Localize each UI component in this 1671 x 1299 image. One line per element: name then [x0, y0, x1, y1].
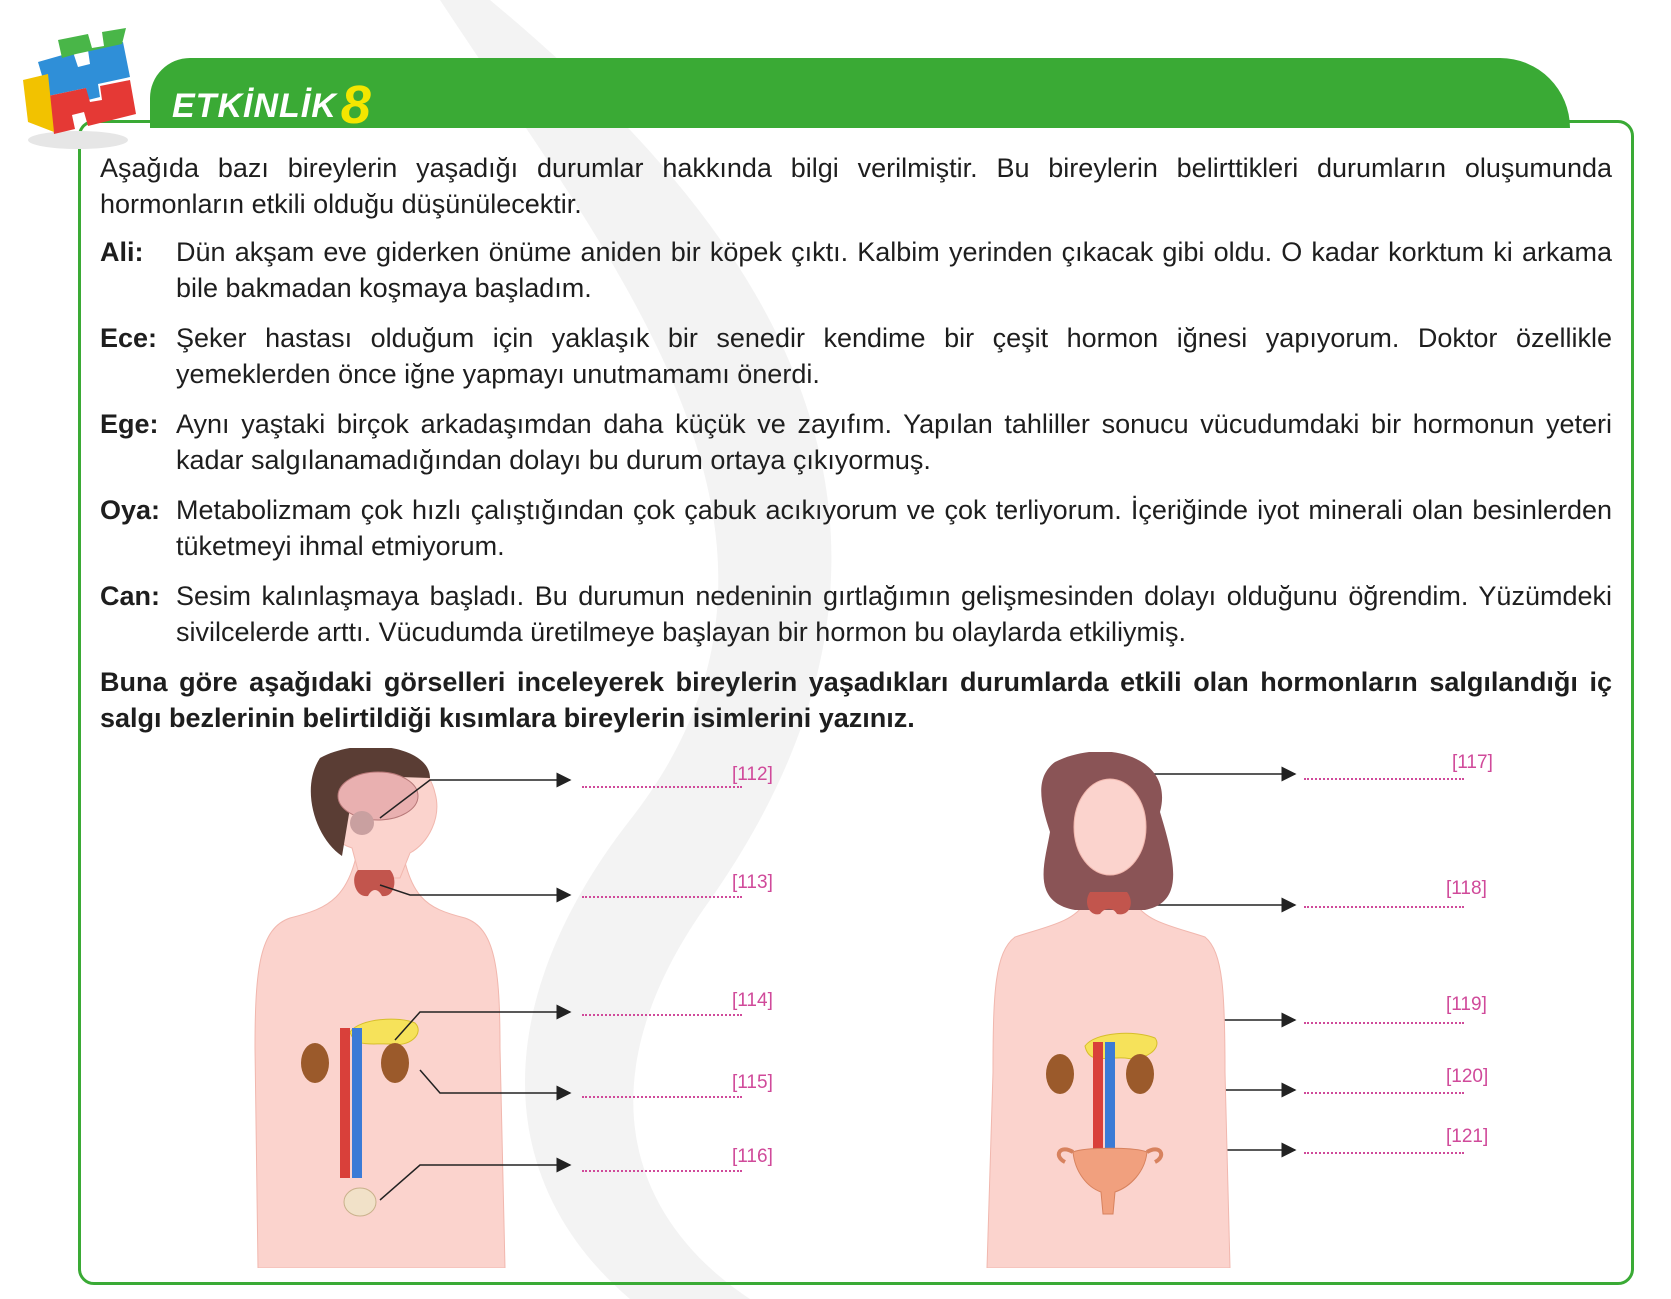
entry-name: Can:	[100, 581, 160, 611]
entry-can	[100, 578, 1612, 650]
entry-text: Sesim kalınlaşmaya başladı. Bu durumun nedeninin gırtlağımın gelişmesinden dolayı olduğunu öğrendim. Yüzümdeki sivilcelerde arttı. Vücudumda üretilmeye başlayan bir hormon bu olaylarda etkiliymiş.	[176, 581, 1612, 647]
female-body-illustration	[985, 752, 1235, 1268]
answer-label: [112]	[732, 764, 773, 785]
answer-blank-121[interactable]	[1304, 1152, 1464, 1154]
answer-label: [114]	[732, 990, 773, 1011]
answer-blank-118[interactable]	[1304, 906, 1464, 908]
activity-title-text: ETKİNLİK	[172, 87, 337, 125]
answer-blank-112[interactable]	[582, 786, 742, 788]
intro-paragraph: Aşağıda bazı bireylerin yaşadığı durumlar hakkında bilgi verilmiştir. Bu bireylerin belirttikleri durumların oluşumunda hormonların etkili olduğu düşünülecektir.	[100, 153, 1612, 219]
answer-label: [119]	[1446, 994, 1487, 1015]
entry-name: Ege:	[100, 409, 159, 439]
entry-text: Aynı yaştaki birçok arkadaşımdan daha küçük ve zayıfım. Yapılan tahliller sonucu vücudumdaki bir hormonun yeteri kadar salgılanamadığından dolayı bu durum ortaya çıkıyormuş.	[176, 409, 1612, 475]
answer-blank-113[interactable]	[582, 896, 742, 898]
puzzle-logo-icon	[18, 22, 138, 152]
answer-blank-120[interactable]	[1304, 1092, 1464, 1094]
entry-ece	[100, 320, 1612, 392]
entry-text: Metabolizmam çok hızlı çalıştığından çok çabuk acıkıyorum ve çok terliyorum. İçeriğinde iyot minerali olan besinlerden tüketmeyi ihmal etmiyorum.	[176, 495, 1612, 561]
answer-label: [116]	[732, 1146, 773, 1167]
answer-label: [117]	[1452, 752, 1493, 773]
entry-text: Şeker hastası olduğum için yaklaşık bir senedir kendime bir çeşit hormon iğnesi yapıyorum. Doktor özellikle yemeklerden önce iğne yapmayı unutmamamı önerdi.	[176, 323, 1612, 389]
male-body-illustration	[250, 748, 510, 1268]
entry-text: Dün akşam eve giderken önüme aniden bir köpek çıktı. Kalbim yerinden çıkacak gibi oldu. O kadar korktum ki arkama bile bakmadan koşmaya başladım.	[176, 237, 1612, 303]
entry-name: Ali:	[100, 237, 144, 267]
answer-blank-114[interactable]	[582, 1014, 742, 1016]
instruction-paragraph: Buna göre aşağıdaki görselleri inceleyerek bireylerin yaşadıkları durumlarda etkili olan hormonların salgılandığı iç salgı bezlerinin belirtildiği kısımlara bireylerin isimlerini yazınız.	[100, 667, 1612, 733]
answer-blank-117[interactable]	[1304, 778, 1464, 780]
answer-label: [115]	[732, 1072, 773, 1093]
entry-ege	[100, 406, 1612, 478]
entry-name: Ece:	[100, 323, 158, 353]
answer-blank-115[interactable]	[582, 1096, 742, 1098]
answer-label: [113]	[732, 872, 773, 893]
answer-blank-116[interactable]	[582, 1170, 742, 1172]
answer-label: [120]	[1446, 1066, 1489, 1087]
entry-name: Oya:	[100, 495, 161, 525]
activity-title	[172, 68, 372, 135]
answer-blank-119[interactable]	[1304, 1022, 1464, 1024]
activity-number: 8	[340, 75, 372, 135]
answer-label: [121]	[1446, 1126, 1489, 1147]
entry-ali	[100, 234, 1612, 306]
answer-label: [118]	[1446, 878, 1487, 899]
entry-oya	[100, 492, 1612, 564]
